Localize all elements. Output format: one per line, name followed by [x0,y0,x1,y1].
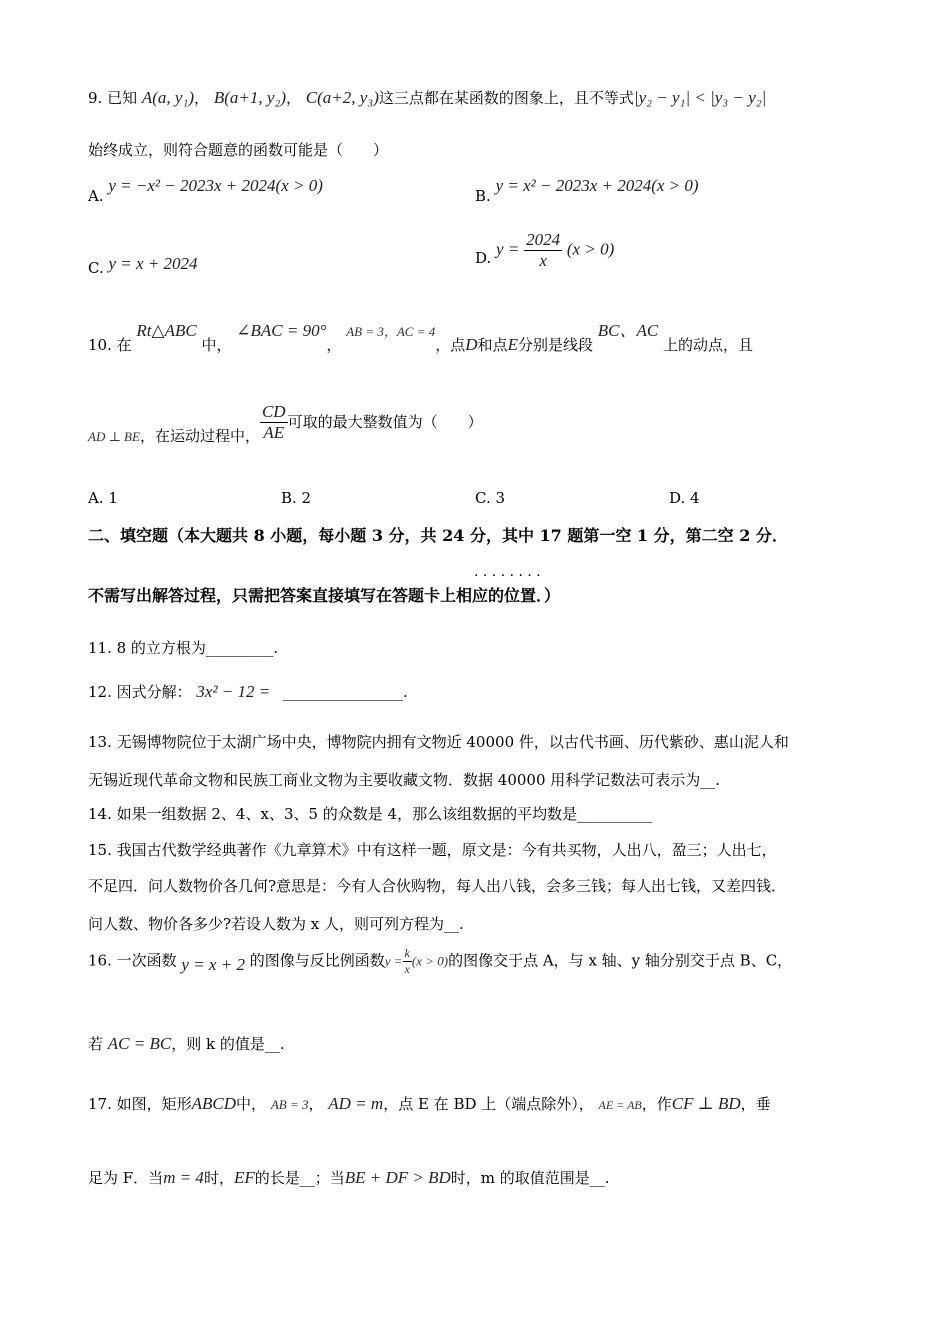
q17-ef: EF [233,1168,255,1187]
q16-text2: 的图像交于点 A，与 x 轴、y 轴分别交于点 B、C， [448,951,793,970]
q16-inverse-fraction [403,946,412,977]
q17-text8: 时，m 的取值范围是__. [450,1169,610,1187]
q17-line2 [88,1168,610,1188]
q9-prefix: 9. 已知 [88,89,138,107]
q9-sep1: ， [194,89,210,107]
q9-option-c [88,254,198,277]
q9-option-a [88,176,323,205]
q9-option-d-y: y = [496,239,520,259]
q9-option-d-label: D. [475,248,492,267]
q12 [88,682,408,702]
q12-expression: 3x² − 12 = [196,682,271,701]
q10-perpendicular: AD ⊥ BE [88,428,140,444]
q17-perpendicular: CF ⊥ BD [671,1094,741,1113]
q10-text2: ， [326,336,342,354]
q16-line2-suffix: ，则 k 的值是__. [171,1035,285,1053]
q16-text1: 的图像与反比例函数 [249,951,385,970]
q17-text4: ，作 [641,1095,672,1113]
q10-option-a: A. 1 [88,489,118,507]
q10-option-c: C. 3 [475,489,506,507]
q9-option-d-denominator: x [539,251,547,270]
q10-text3: ，点 [435,336,466,354]
q10-fraction-denominator: AE [263,423,285,442]
q9-option-d [475,230,614,271]
q10-text7: ，在运动过程中， [139,426,260,445]
q10-point-d: D [465,335,478,354]
q10-angle: ∠BAC = 90° [236,321,327,340]
q17-line1 [88,1094,771,1115]
q17-text1: 中， [236,1095,267,1113]
q9-option-b-formula: y = x² − 2023x + 2024(x > 0) [495,176,699,195]
q17-ab: AB = 3 [270,1097,309,1112]
q17-text7: 的长是__；当 [254,1169,345,1187]
q17-prefix: 17. 如图，矩形 [88,1095,192,1113]
q17-text3: ，点 E 在 BD 上（端点除外）， [383,1095,594,1113]
q10-prefix: 10. 在 [88,336,132,354]
q10-text4: 和点 [477,336,508,354]
q9-point-c: C(a+2, y₃) [305,88,379,107]
q10-triangle: Rt△ABC [136,321,197,340]
q9-option-d-fraction [524,230,562,271]
q9-option-b [475,176,699,205]
q16-prefix: 16. 一次函数 [88,951,177,970]
q17-inequality: BE + DF > BD [344,1168,451,1187]
q14: 14. 如果一组数据 2、4、x、3、5 的众数是 4，那么该组数据的平均数是__________ [88,805,653,823]
q17-m-equals-4: m = 4 [163,1168,204,1187]
q9-option-c-label: C. [88,259,104,277]
q13-line2: 无锡近现代革命文物和民族工商业文物为主要收藏文物．数据 40000 用科学记数法可表示为__. [88,771,721,789]
q15-line2: 不足四．问人数物价各几何?意思是：今有人合伙购物，每人出八钱，会多三钱；每人出七钱，又差四钱． [88,877,787,895]
q10-line1 [88,316,753,354]
q10-text8: 可取的最大整数值为（ ） [287,412,483,431]
q9-option-d-numerator: 2024 [526,230,561,249]
q10-point-e: E [507,335,518,354]
q10-sides: AB = 3，AC = 4 [346,324,436,339]
q9-point-a: A(a, y₁) [141,88,195,107]
q9-option-a-label: A. [88,187,104,205]
q16-inverse-condition: (x > 0) [411,953,449,969]
q9-option-a-formula: y = −x² − 2023x + 2024(x > 0) [108,176,323,195]
q10-fraction [260,402,288,443]
q9-point-b: B(a+1, y₂) [213,88,286,107]
section2-emphasis-dots: · · · · · · · · [474,568,541,584]
q9-line1 [88,88,766,108]
q16-line1 [88,946,792,977]
q16-linear: y = x + 2 [181,954,245,974]
q17-text2: ， [308,1095,324,1113]
q10-text5: 分别是线段 [517,336,593,354]
q12-blank: ________________. [283,683,408,701]
q17-ae: AE = AB [598,1098,642,1112]
q16-inverse-numerator: k [404,946,410,960]
q9-option-b-label: B. [475,187,491,205]
q9-line2: 始终成立，则符合题意的函数可能是（ ） [88,141,389,159]
section2-heading-line2: 不需写出解答过程，只需把答案直接填写在答题卡上相应的位置．） [88,586,561,605]
q17-text5: ，垂 [740,1095,771,1113]
q10-text6: 上的动点，且 [662,336,753,354]
q10-text1: 中， [201,336,232,354]
q12-prefix: 12. 因式分解： [88,683,192,701]
q11: 11. 8 的立方根为_________. [88,639,279,657]
q10-option-b: B. 2 [281,489,312,507]
section2-heading-line1: 二、填空题（本大题共 8 小题，每小题 3 分，共 24 分，其中 17 题第一空 1 分，第二空 2 分． [88,526,788,545]
q17-text6: 时， [203,1169,234,1187]
q9-sep2: ， [285,89,301,107]
q16-line2-prefix: 若 [88,1035,104,1053]
q9-mid: 这三点都在某函数的图象上，且不等式 [378,89,634,107]
q10-fraction-numerator: CD [261,402,286,421]
q16-line2 [88,1034,285,1054]
q9-inequality: |y₂ − y₁| < |y₃ − y₂| [633,88,767,107]
q10-segments: BC、AC [597,321,659,340]
q17-line2-prefix: 足为 F．当 [88,1169,164,1187]
q16-inverse-denominator: x [404,962,410,976]
q9-option-c-formula: y = x + 2024 [108,254,198,273]
q15-line3: 问人数、物价各多少?若设人数为 x 人，则可列方程为__. [88,915,464,933]
q17-rectangle: ABCD [191,1094,237,1113]
q17-ad: AD = m [328,1094,384,1113]
q13-line1: 13. 无锡博物院位于太湖广场中央，博物院内拥有文物近 40000 件，以古代书画、历代紫砂、惠山泥人和 [88,733,789,751]
q16-inverse-y: y = [384,953,403,969]
q15-line1: 15. 我国古代数学经典著作《九章算术》中有这样一题，原文是：今有共买物，人出八，盈三；人出七， [88,841,777,859]
q16-condition: AC = BC [107,1034,172,1053]
q9-option-d-condition: (x > 0) [566,239,615,259]
q10-line2 [88,402,483,443]
q10-option-d: D. 4 [669,489,700,507]
